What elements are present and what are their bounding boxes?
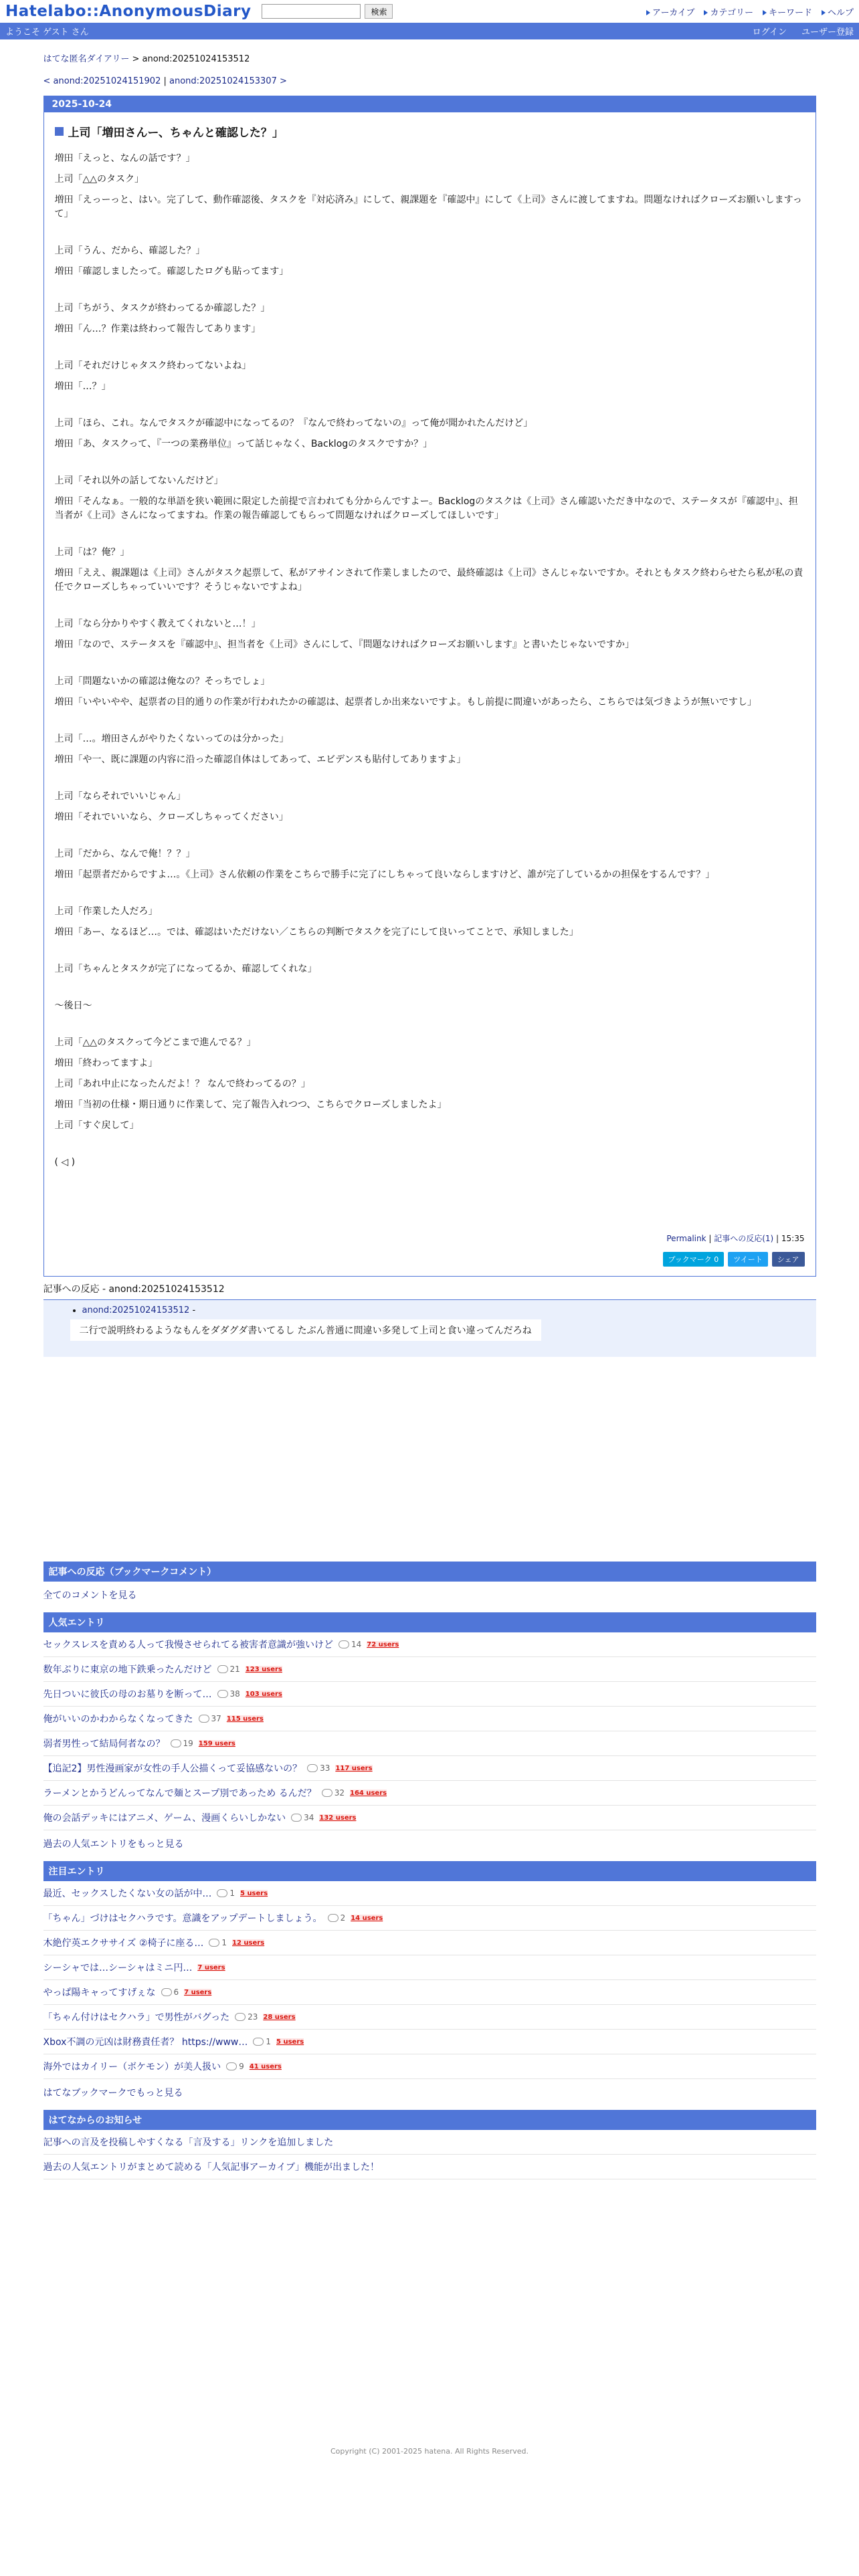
- bookmark-users-badge[interactable]: 7 users: [184, 1988, 212, 1996]
- entry-line: 増田「えっーっと、はい。完了して、動作確認後、タスクを『対応済み』にして、親課題を『確認中』にして《上司》さんに渡してますね。問題なければクローズお願いしますって」: [54, 195, 802, 219]
- entry-line: 上司「…。増田さんがやりたくないってのは分かった」: [54, 734, 289, 744]
- entry-line: 上司「それ以外の話してないんだけど」: [54, 475, 223, 486]
- entry-list-item: [43, 1931, 816, 1955]
- news-heading: はてなからのお知らせ: [43, 2110, 816, 2130]
- entry-link[interactable]: シーシャでは…シーシャはミニ円…: [43, 1963, 193, 1973]
- entry-line: 増田「起票者だからですよ…。《上司》さん依頼の作業をこちらで勝手に完了にしちゃって良いならしますけど、誰が完了しているかの担保をするんです？」: [54, 869, 715, 880]
- entry-list-item: [43, 1781, 816, 1806]
- bookmark-users-badge[interactable]: 164 users: [350, 1789, 387, 1797]
- site-logo[interactable]: Hatelabo::AnonymousDiary: [5, 3, 252, 20]
- site-header: [0, 0, 859, 23]
- comment-count[interactable]: 19: [171, 1739, 193, 1748]
- register-link[interactable]: ユーザー登録: [801, 27, 854, 37]
- permalink[interactable]: Permalink: [666, 1234, 706, 1243]
- bookmark-users-badge[interactable]: 14 users: [351, 1914, 383, 1922]
- expand-icon[interactable]: -: [192, 1305, 196, 1315]
- comment-count[interactable]: 37: [199, 1714, 221, 1723]
- entry-list-item: [43, 1756, 816, 1781]
- news-link[interactable]: 過去の人気エントリがまとめて読める「人気記事アーカイブ」機能が出ました！: [43, 2162, 379, 2173]
- news-item: [43, 2155, 816, 2179]
- comment-count[interactable]: 1: [253, 2037, 271, 2046]
- entry-line: 増田「それでいいなら、クローズしちゃってください」: [54, 812, 288, 823]
- reaction-link[interactable]: anond:20251024153512: [82, 1305, 190, 1315]
- entry-link[interactable]: ラーメンとかうどんってなんで麺とスープ別であっため るんだ？: [43, 1788, 316, 1799]
- entry-line: 上司「△△のタスクって今どこまで進んでる？」: [54, 1037, 256, 1048]
- entry-line: 増田「確認しましたって。確認したログも貼ってます」: [54, 266, 289, 277]
- entry-time: 15:35: [781, 1234, 805, 1243]
- all-comments-link[interactable]: 全てのコメントを見る: [43, 1590, 137, 1601]
- paragraph-gap: [55, 1176, 805, 1192]
- reaction-quote: 二行で説明終わるようなもんをダダグダ書いてるし たぶん普通に間違い多発して上司と食い違ってんだろね: [70, 1319, 541, 1341]
- diary-entry: [43, 96, 816, 1277]
- entry-link[interactable]: 「ちゃん付けはセクハラ」で男性がバグった: [43, 2012, 230, 2023]
- entry-line: 上司「ちがう、タスクが終わってるか確認した？」: [54, 303, 270, 314]
- share-buttons: [44, 1252, 816, 1276]
- prev-entry-link[interactable]: < anond:20251024151902: [43, 76, 161, 86]
- reaction-count-link[interactable]: 記事への反応(1): [714, 1234, 774, 1243]
- menu-category[interactable]: カテゴリー: [704, 5, 753, 18]
- login-link[interactable]: ログイン: [752, 27, 787, 37]
- paragraph-gap: [55, 889, 805, 905]
- copyright: Copyright (C) 2001-2025 hatena. All Rights Reserved.: [330, 2447, 529, 2456]
- bookmark-users-badge[interactable]: 28 users: [263, 2013, 296, 2021]
- entry-line: 上司「は？俺？」: [54, 547, 130, 558]
- entry-line: 上司「ならそれでいいじゃん」: [54, 791, 186, 802]
- paragraph-gap: [55, 530, 805, 546]
- popular-heading: 人気エントリ: [43, 1612, 816, 1632]
- comment-count[interactable]: 6: [161, 1988, 179, 1997]
- reaction-item: [82, 1305, 803, 1315]
- paragraph-gap: [55, 983, 805, 999]
- entry-list-item: [43, 1707, 816, 1731]
- top-menu: [646, 5, 854, 18]
- entry-link[interactable]: 最近、セックスしたくない女の話が中…: [43, 1889, 212, 1899]
- entry-line: 上司「あれ中止になったんだよ！？ なんで終わってるの？」: [54, 1079, 310, 1089]
- entry-line: 増田「や一、既に課題の内容に沿った確認自体はしてあって、エビデンスも貼付してありますよ」: [54, 754, 466, 765]
- entry-list-item: [43, 1906, 816, 1931]
- bookmark-users-badge[interactable]: 5 users: [240, 1889, 268, 1897]
- paragraph-gap: [55, 401, 805, 417]
- entry-line: 増田「終わってますよ」: [54, 1058, 158, 1069]
- menu-help[interactable]: ヘルプ: [822, 5, 854, 18]
- main-content: [43, 39, 816, 2456]
- bookmark-users-badge[interactable]: 41 users: [249, 2062, 282, 2070]
- search-button[interactable]: 検索: [365, 4, 393, 19]
- breadcrumb-sep: >: [129, 54, 142, 64]
- entry-link[interactable]: やっぱ陽キャってすげぇな: [43, 1988, 156, 1998]
- paragraph-gap: [55, 1140, 805, 1156]
- entry-link[interactable]: 「ちゃん」づけはセクハラです。意識をアップデートしましょう。: [43, 1913, 322, 1924]
- entry-link[interactable]: 先日ついに彼氏の母のお墓りを断って…: [43, 1689, 212, 1700]
- comment-count[interactable]: 1: [209, 1938, 227, 1947]
- entry-list-item: [43, 1955, 816, 1980]
- paragraph-gap: [55, 946, 805, 962]
- entry-list-item: [43, 2005, 816, 2030]
- entry-list-item: [43, 1806, 816, 1830]
- entry-list-item: [43, 2054, 816, 2079]
- bookmark-users-badge[interactable]: 117 users: [335, 1764, 373, 1772]
- popular-more-link[interactable]: 過去の人気エントリをもっと見る: [43, 1839, 184, 1850]
- entry-body: [44, 152, 816, 1192]
- paragraph-gap: [55, 458, 805, 474]
- paragraph-gap: [55, 228, 805, 244]
- paragraph-gap: [55, 343, 805, 359]
- reactions-box: [43, 1299, 816, 1357]
- entry-list-item: [43, 1731, 816, 1756]
- paragraph-gap: [55, 1020, 805, 1036]
- bookmark-comments-heading: 記事への反応（ブックマークコメント）: [43, 1562, 816, 1582]
- comment-count[interactable]: 23: [235, 2012, 258, 2022]
- bookmark-users-badge[interactable]: 132 users: [319, 1814, 357, 1822]
- entry-list-item: [43, 1980, 816, 2005]
- entry-line: 増田「ん…？作業は終わって報告してあります」: [54, 324, 261, 334]
- entry-list-item: [43, 1682, 816, 1707]
- entry-link[interactable]: 数年ぶりに東京の地下鉄乗ったんだけど: [43, 1665, 212, 1675]
- entry-list-item: [43, 2030, 816, 2054]
- entry-title-text: 上司「増田さんー、ちゃんと確認した？」: [68, 126, 284, 140]
- breadcrumb: [43, 51, 816, 64]
- entry-line: 上司「うん、だから、確認した？」: [54, 245, 205, 256]
- entry-line: 上司「△△のタスク」: [54, 174, 145, 185]
- search-input[interactable]: [262, 4, 361, 19]
- pager: [43, 76, 816, 86]
- comment-count[interactable]: 34: [291, 1813, 314, 1822]
- bookmark-users-badge[interactable]: 159 users: [198, 1739, 235, 1747]
- paragraph-gap: [55, 774, 805, 790]
- user-bar: [0, 23, 859, 39]
- hatena-bookmark-button[interactable]: ブックマーク 0: [663, 1252, 725, 1267]
- paragraph-gap: [55, 601, 805, 617]
- entry-link[interactable]: Xbox不調の元凶は財務責任者？ https://www…: [43, 2037, 248, 2048]
- comment-count[interactable]: 33: [307, 1763, 330, 1773]
- news-item: [43, 2130, 816, 2155]
- popular-list: [43, 1632, 816, 1830]
- entry-link[interactable]: セックスレスを責める人って我慢させられてる被害者意識が強いけど: [43, 1640, 333, 1650]
- comment-count[interactable]: 38: [217, 1689, 240, 1699]
- comment-count[interactable]: 9: [226, 2062, 244, 2071]
- bookmark-users-badge[interactable]: 123 users: [245, 1665, 282, 1673]
- entry-line: 上司「ほら、これ。なんでタスクが確認中になってるの？『なんで終わってないの』って俺が聞かれたんだけど」: [54, 418, 533, 429]
- comment-count[interactable]: 21: [217, 1665, 240, 1674]
- entry-list-item: [43, 1881, 816, 1906]
- entry-line: 上司「なら分かりやすく教えてくれないと…！」: [54, 619, 261, 629]
- entry-line: 増田「当初の仕様・期日通りに作業して、完了報告入れつつ、こちらでクローズしましたよ」: [54, 1099, 447, 1110]
- title-square-icon: [55, 127, 64, 136]
- hot-list: [43, 1881, 816, 2079]
- entry-line: 上司「問題ないかの確認は俺なの？そっちでしょ」: [54, 676, 270, 687]
- next-entry-link[interactable]: anond:20251024153307 >: [169, 76, 287, 86]
- menu-archive[interactable]: アーカイブ: [646, 5, 695, 18]
- entry-link[interactable]: 【追記2】男性漫画家が女性の手人公描くって妥協感ないの？: [43, 1763, 302, 1774]
- entry-line: 増田「なので、ステータスを『確認中』、担当者を《上司》さんにして、『問題なければクローズお願いします』と書いたじゃないですか」: [54, 639, 634, 650]
- entry-link[interactable]: 海外ではカイリー（ボケモン）が美人扱い: [43, 2062, 221, 2072]
- entry-line: 上司「だから、なんで俺！？？」: [54, 849, 195, 859]
- bookmark-users-badge[interactable]: 5 users: [276, 2038, 304, 2046]
- entry-line: 増田「あー、なるほど…。では、確認はいただけない／こちらの判断でタスクを完了にして良いってことで、承知しました」: [54, 927, 579, 938]
- entry-line: 増田「あ、タスクって、『一つの業務単位』って話じゃなく、Backlogのタスクですか？」: [54, 439, 433, 449]
- paragraph-gap: [55, 659, 805, 675]
- entry-link[interactable]: 弱者男性って結局何者なの？: [43, 1739, 165, 1749]
- entry-date: 2025-10-24: [44, 96, 816, 112]
- entry-line: 増田「いやいやや、起票者の目的通りの作業が行われたかの確認は、起票者しか出来ないですよ。もし前提に間違いがあったら、こちらでは気づきようが無いですし」: [54, 697, 757, 708]
- hot-more-link[interactable]: はてなブックマークでもっと見る: [43, 2088, 183, 2099]
- tweet-button[interactable]: ツイート: [728, 1252, 767, 1267]
- news-list: [43, 2130, 816, 2179]
- entry-link[interactable]: 俺がいいのかわからなくなってきた: [43, 1714, 193, 1725]
- entry-line: 上司「それだけじゃタスク終わってないよね」: [54, 360, 252, 371]
- comment-count[interactable]: 1: [217, 1889, 235, 1898]
- hot-heading: 注目エントリ: [43, 1861, 816, 1881]
- entry-line: 上司「作業した人だろ」: [54, 906, 158, 917]
- news-link[interactable]: 記事への言及を投稿しやすくなる「言及する」リンクを追加しました: [43, 2137, 334, 2148]
- breadcrumb-current: anond:20251024153512: [142, 54, 250, 64]
- welcome-text: ようこそ ゲスト さん: [5, 27, 89, 37]
- menu-keyword[interactable]: キーワード: [763, 5, 812, 18]
- reactions-heading: 記事への反応 - anond:20251024153512: [43, 1284, 225, 1295]
- entry-list-item: [43, 1657, 816, 1682]
- paragraph-gap: [55, 716, 805, 732]
- comment-count[interactable]: 32: [322, 1788, 345, 1798]
- comment-count[interactable]: 14: [339, 1640, 361, 1649]
- pager-sep: |: [161, 76, 170, 86]
- entry-link[interactable]: 木絶佇英エクササイズ ②椅子に座る…: [43, 1938, 204, 1949]
- entry-line: 〜後日〜: [54, 1000, 92, 1011]
- entry-line: 上司「ちゃんとタスクが完了になってるか、確認してくれな」: [54, 964, 317, 974]
- entry-line: 増田「…？」: [54, 381, 111, 392]
- all-comments-link-wrap: [43, 1582, 816, 1608]
- paragraph-gap: [55, 831, 805, 847]
- bookmark-users-badge[interactable]: 103 users: [245, 1690, 282, 1698]
- hot-more-wrap: [43, 2079, 816, 2106]
- facebook-share-button[interactable]: シェア: [772, 1252, 805, 1267]
- entry-line: 増田「そんなぁ。一般的な単語を狭い範囲に限定した前提で言われても分からんですよー。Backlogのタスクは《上司》さん確認いただき中なので、ステータスが『確認中』、担当者が《上司》さんになってますね。作業の報告確認してもらって問題なければクローズしてほしいです」: [54, 496, 798, 521]
- bookmark-users-badge[interactable]: 12 users: [232, 1939, 265, 1947]
- bookmark-users-badge[interactable]: 72 users: [367, 1640, 399, 1648]
- entry-line: 上司「すぐ戻して」: [54, 1120, 139, 1131]
- entry-link[interactable]: 俺の会話デッキにはアニメ、ゲーム、漫画くらいしかない: [43, 1813, 286, 1824]
- entry-line: 増田「えっと、なんの話です？」: [54, 153, 195, 164]
- entry-list-item: [43, 1632, 816, 1657]
- entry-line: ( ◁ ): [54, 1157, 76, 1168]
- breadcrumb-home[interactable]: はてな匿名ダイアリー: [43, 54, 130, 64]
- entry-line: 増田「ええ、親課題は《上司》さんがタスク起票して、私がアサインされて作業しましたので、最終確認は《上司》さんじゃないですか。それともタスク終わらせたら私が私の責任でクローズしちゃっていいです？そうじゃないですよね」: [54, 568, 803, 593]
- section-footer: Permalink | 記事への反応(1) | 15:35: [666, 1234, 805, 1243]
- paragraph-gap: [55, 286, 805, 302]
- comment-count[interactable]: 2: [328, 1913, 346, 1923]
- entry-title: [55, 123, 805, 140]
- popular-more-wrap: [43, 1830, 816, 1857]
- bookmark-users-badge[interactable]: 115 users: [226, 1715, 264, 1723]
- bookmark-users-badge[interactable]: 7 users: [197, 1963, 225, 1971]
